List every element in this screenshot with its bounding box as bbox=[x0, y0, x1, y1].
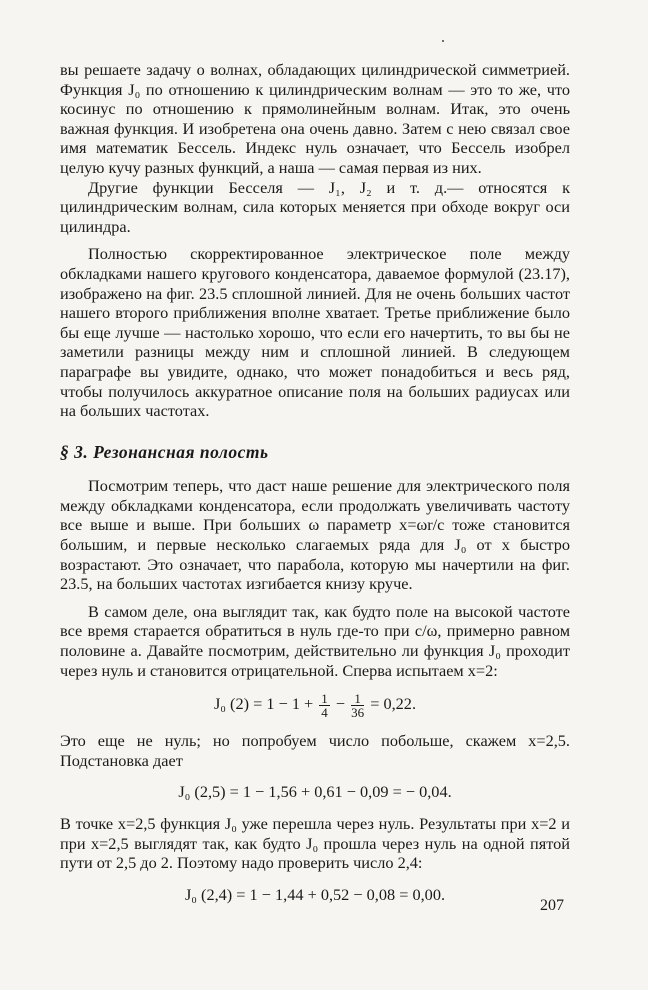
formula-j0-2-lhs: J₀ (2) = 1 − 1 + bbox=[213, 694, 318, 714]
paragraph-bessel-functions: Другие функции Бесселя — J₁, J₂ и т. д.— относятся к цилиндрическим волнам, сила которых меняется при обходе вокруг оси цилиндра. bbox=[60, 177, 570, 236]
paragraph-intro: вы решаете задачу о волнах, обладающих цилиндрической симметрией. Функция J₀ по отношению к цилиндрическим волнам — это то же, что косинус по отношению к прямолинейным волнам. Итак, это очень важная функция. И изобретена она очень давно. Затем с нею связал свое имя математик Бессель. Индекс нуль означает, что Бессель изобрел целую кучу разных функций, а наша — самая первая из них. bbox=[60, 60, 570, 177]
page-body bbox=[60, 60, 570, 916]
section-heading: § 3. Резонансная полость bbox=[60, 441, 269, 462]
formula-j0-2-5: J₀ (2,5) = 1 − 1,56 + 0,61 − 0,09 = − 0,04. bbox=[178, 782, 452, 802]
fraction-one-thirtysixth bbox=[351, 692, 364, 719]
formula-j0-2-rhs: = 0,22. bbox=[366, 694, 417, 714]
formula-j0-2 bbox=[60, 692, 570, 719]
paragraph-zero-crossing: В самом деле, она выглядит так, как будто поле на высокой частоте все время старается обратиться в нуль где-то при c/ω, примерно равном половине a. Давайте посмотрим, действительно ли функция J₀ проходит через нуль и становится отрицательной. Сперва испытаем x=2: bbox=[60, 601, 570, 680]
fraction-numerator: 1 bbox=[351, 692, 364, 706]
fraction-denominator: 36 bbox=[351, 705, 365, 721]
formula-j0-2-mid: − bbox=[331, 694, 350, 714]
speck-mark bbox=[442, 40, 444, 42]
formula-j0-2-4: J₀ (2,4) = 1 − 1,44 + 0,52 − 0,08 = 0,00. bbox=[184, 884, 446, 904]
fraction-numerator: 1 bbox=[321, 691, 328, 707]
paragraph-check-2-4: В точке x=2,5 функция J₀ уже перешла через нуль. Результаты при x=2 и при x=2,5 выглядят так, как будто J₀ прошла через нуль на одной пятой пути от 2,5 до 2. Поэтому надо проверить число 2,4: bbox=[60, 814, 570, 873]
page-number: 207 bbox=[540, 897, 564, 914]
paragraph-try-2-5: Это еще не нуль; но попробуем число побольше, скажем x=2,5. Подстановка дает bbox=[60, 731, 570, 770]
fraction-one-quarter bbox=[319, 692, 330, 719]
fraction-denominator: 4 bbox=[321, 705, 328, 721]
paragraph-corrected-field: Полностью скорректированное электрическое поле между обкладками нашего кругового конденсатора, даваемое формулой (23.17), изображено на фиг. 23.5 сплошной линией. Для не очень больших частот нашего второго приближения вполне хватает. Третье приближение было бы еще лучше — настолько хорошо, что если его начертить, то вы бы не заметили разницы между ним и сплошной линией. В следующем параграфе вы увидите, однако, что может понадобиться и весь ряд, чтобы получилось аккуратное описание поля на больших радиусах или на больших частотах. bbox=[60, 244, 570, 421]
paragraph-higher-frequency: Посмотрим теперь, что даст наше решение для электрического поля между обкладками конденсатора, если продолжать увеличивать частоту все выше и выше. При больших ω параметр x=ωr/c тоже становится большим, и первые несколько слагаемых ряда для J₀ от x быстро возрастают. Это означает, что парабола, которую мы начертили на фиг. 23.5, на больших частотах изгибается книзу круче. bbox=[60, 476, 570, 594]
